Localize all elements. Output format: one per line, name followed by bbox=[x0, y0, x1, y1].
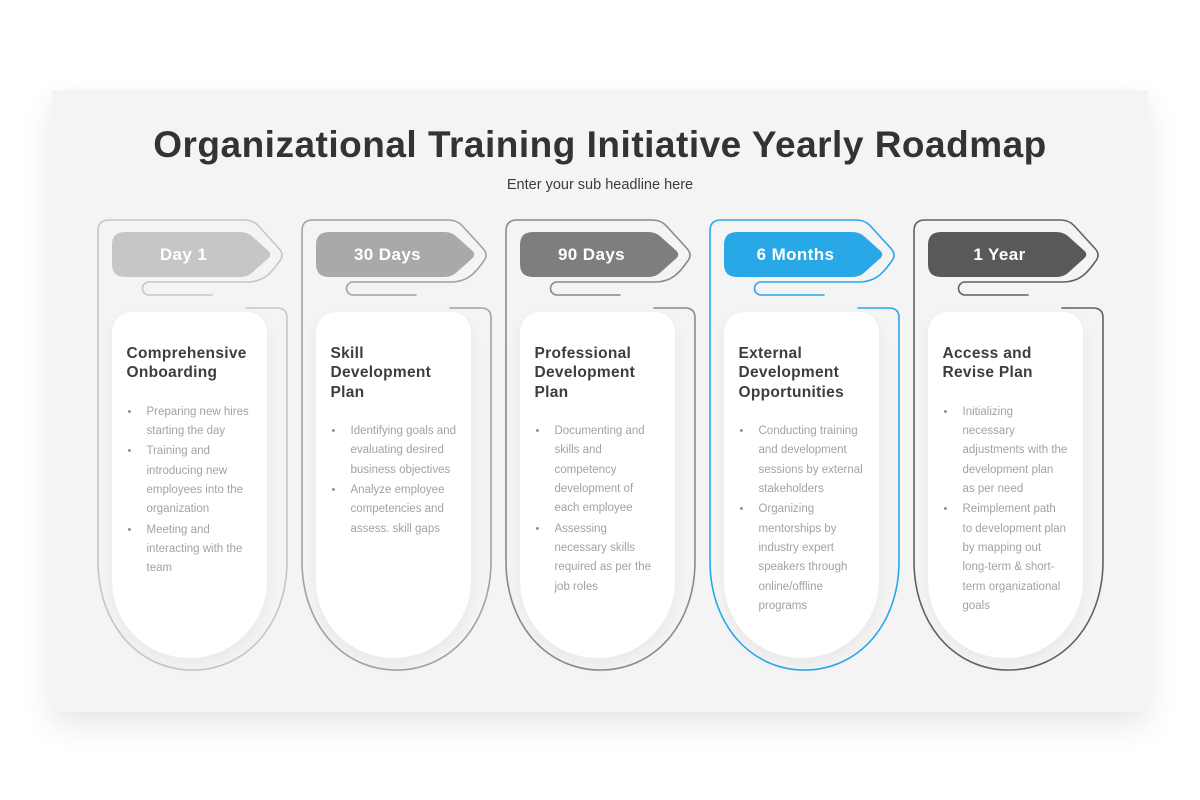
roadmap-column bbox=[502, 218, 699, 673]
milestone-card bbox=[928, 312, 1083, 658]
card-heading: Access and Revise Plan bbox=[942, 345, 1033, 382]
milestone-badge bbox=[112, 232, 256, 277]
milestone-badge-label: 30 Days bbox=[353, 244, 422, 264]
milestone-card bbox=[520, 312, 675, 658]
bullet-list bbox=[127, 403, 253, 579]
bullet-dot-icon: • bbox=[943, 405, 948, 418]
milestone-badge bbox=[316, 232, 460, 277]
bullet-text: Documenting and skills and competency development of each employee bbox=[554, 425, 645, 515]
bullet-list bbox=[535, 422, 661, 597]
bullet-text: Preparing new hires starting the day bbox=[146, 405, 249, 438]
bullet-list bbox=[943, 403, 1069, 616]
card-heading: Comprehensive Onboarding bbox=[126, 345, 247, 382]
bullet-list bbox=[739, 422, 865, 616]
bullet-text: Initializing necessary adjustments with the development plan as per need bbox=[962, 405, 1068, 495]
bullet-text: Identifying goals and evaluating desired business objectives bbox=[350, 425, 456, 476]
milestone-badge-label: 6 Months bbox=[756, 244, 835, 264]
bullet-item bbox=[127, 521, 253, 579]
bullet-item bbox=[535, 520, 661, 597]
milestone-badge-label: Day 1 bbox=[159, 244, 208, 264]
bullet-dot-icon: • bbox=[127, 405, 132, 418]
milestone-badge bbox=[520, 232, 664, 277]
bullet-item bbox=[739, 500, 865, 616]
bullet-item bbox=[127, 403, 253, 442]
milestone-badge bbox=[928, 232, 1072, 277]
bullet-dot-icon: • bbox=[127, 445, 132, 458]
bullet-dot-icon: • bbox=[331, 425, 336, 438]
bullet-item bbox=[535, 422, 661, 519]
bullet-item bbox=[943, 403, 1069, 500]
bullet-text: Assessing necessary skills required as per the job roles bbox=[554, 522, 652, 593]
milestone-badge-label: 1 Year bbox=[973, 244, 1026, 264]
bullet-dot-icon: • bbox=[331, 484, 336, 497]
card-heading: External Development Opportunities bbox=[738, 345, 845, 401]
bullet-text: Training and introducing new employees into the organization bbox=[146, 445, 244, 516]
roadmap-column bbox=[910, 218, 1107, 673]
bullet-item bbox=[331, 481, 457, 539]
bullet-dot-icon: • bbox=[535, 425, 540, 438]
bullet-item bbox=[739, 422, 865, 499]
bullet-dot-icon: • bbox=[535, 522, 540, 535]
slide-panel bbox=[52, 90, 1148, 712]
bullet-text: Analyze employee competencies and assess. skill gaps bbox=[350, 484, 445, 535]
roadmap-column bbox=[94, 218, 291, 673]
bullet-item bbox=[943, 500, 1069, 616]
page-title: Organizational Training Initiative Yearly Roadmap bbox=[153, 124, 1047, 165]
bullet-dot-icon: • bbox=[127, 523, 132, 536]
milestone-card bbox=[724, 312, 879, 658]
milestone-card bbox=[112, 312, 267, 658]
bullet-text: Meeting and interacting with the team bbox=[146, 523, 243, 575]
bullet-text: Reimplement path to development plan by mapping out long-term & short-term organizational goals bbox=[962, 503, 1067, 612]
card-heading: Skill Development Plan bbox=[330, 345, 432, 401]
bullet-text: Organizing mentorships by industry expert speakers through online/offline programs bbox=[758, 503, 848, 612]
milestone-badge bbox=[724, 232, 868, 277]
roadmap-columns bbox=[52, 218, 1148, 673]
bullet-item bbox=[331, 422, 457, 480]
roadmap-column bbox=[298, 218, 495, 673]
roadmap-column bbox=[706, 218, 903, 673]
milestone-badge-label: 90 Days bbox=[557, 244, 626, 264]
bullet-text: Conducting training and development sessions by external stakeholders bbox=[758, 425, 863, 496]
bullet-item bbox=[127, 442, 253, 519]
bullet-dot-icon: • bbox=[739, 425, 744, 438]
card-heading: Professional Development Plan bbox=[534, 345, 636, 401]
milestone-card bbox=[316, 312, 471, 658]
bullet-dot-icon: • bbox=[943, 503, 948, 516]
page-subtitle: Enter your sub headline here bbox=[506, 177, 694, 193]
bullet-dot-icon: • bbox=[739, 503, 744, 516]
bullet-list bbox=[331, 422, 457, 539]
